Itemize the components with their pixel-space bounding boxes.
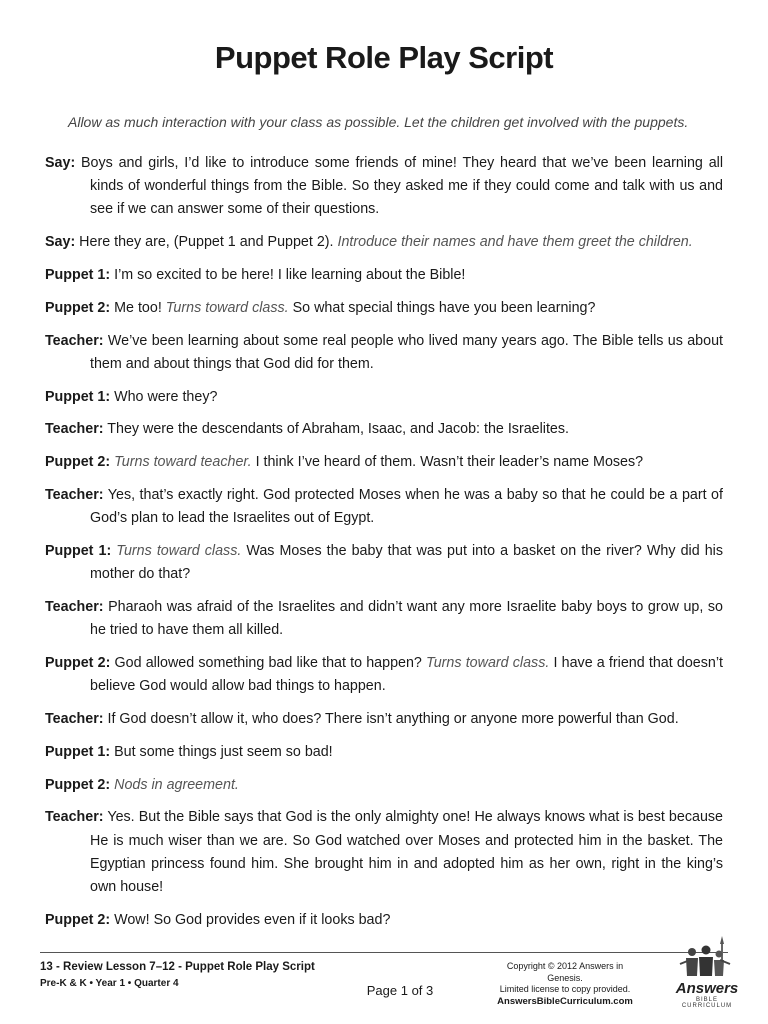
footer-url: AnswersBibleCurriculum.com bbox=[497, 995, 633, 1007]
script-line bbox=[45, 264, 723, 287]
speaker-label: Teacher: bbox=[45, 809, 104, 826]
stage-direction: Turns toward teacher. bbox=[114, 454, 252, 471]
dialogue-text: If God doesn’t allow it, who does? There isn’t anything or anyone more powerful than God. bbox=[103, 710, 679, 727]
dialogue-text: I have a friend that doesn’t believe God would allow bad things to happen. bbox=[90, 654, 723, 695]
script-line bbox=[45, 386, 723, 409]
script-line bbox=[45, 741, 723, 764]
script-line bbox=[45, 540, 723, 586]
script-line bbox=[45, 806, 723, 899]
script-line bbox=[45, 774, 723, 797]
script-line bbox=[45, 909, 723, 932]
footer-lesson-title: 13 - Review Lesson 7–12 - Puppet Role Play Script bbox=[40, 961, 315, 973]
dialogue-text: So what special things have you been learning? bbox=[288, 299, 596, 316]
stage-direction: Turns toward class. bbox=[116, 542, 242, 559]
footer-copyright-block bbox=[490, 961, 640, 1007]
script-line bbox=[45, 418, 723, 441]
dialogue-text: But some things just seem so bad! bbox=[110, 743, 333, 760]
script-line bbox=[45, 451, 723, 474]
script-line bbox=[45, 596, 723, 642]
stage-direction: Turns toward class. bbox=[165, 299, 289, 316]
page-title: Puppet Role Play Script bbox=[214, 40, 554, 75]
dialogue-text: Pharaoh was afraid of the Israelites and didn’t want any more Israelite baby boys to grow up, so he tried to have them all killed. bbox=[90, 598, 723, 639]
dialogue-text: We’ve been learning about some real people who lived many years ago. The Bible tells us about them and about things that God did for them. bbox=[90, 332, 723, 372]
dialogue-text: Who were they? bbox=[110, 388, 218, 405]
dialogue-text: Wow! So God provides even if it looks bad? bbox=[110, 911, 391, 928]
speaker-label: Puppet 2: bbox=[45, 911, 111, 928]
speaker-label: Puppet 1: bbox=[45, 267, 111, 283]
dialogue-text: Yes, that’s exactly right. God protected Moses when he was a baby so that he could be a part of God’s plan to lead the Israelites out of Egypt. bbox=[90, 486, 723, 527]
script-line bbox=[45, 708, 723, 731]
footer-page-number: Page 1 of 3 bbox=[366, 983, 434, 998]
script-line bbox=[45, 297, 723, 320]
stage-direction: Introduce their names and have them greet the children. bbox=[337, 234, 693, 251]
speaker-label: Puppet 1: bbox=[45, 542, 112, 559]
dialogue-text: Was Moses the baby that was put into a basket on the river? Why did his mother do that? bbox=[90, 542, 723, 583]
speaker-label: Say: bbox=[45, 155, 76, 171]
dialogue-text: Here they are, (Puppet 1 and Puppet 2). bbox=[75, 234, 338, 251]
script-line bbox=[45, 484, 723, 530]
stage-direction: Turns toward class. bbox=[426, 654, 550, 671]
speaker-label: Teacher: bbox=[45, 486, 104, 503]
dialogue-text: God allowed something bad like that to happen? bbox=[110, 654, 427, 671]
speaker-label: Puppet 2: bbox=[45, 654, 111, 671]
footer-copyright: Copyright © 2012 Answers in Genesis. bbox=[506, 961, 624, 983]
script-body bbox=[45, 152, 723, 942]
dialogue-text: Yes. But the Bible says that God is the only almighty one! He always knows what is best because He is much wiser than we are. So God watched over Moses and protected him in the basket. The Egyptian princess found him. She brought him in and adopted him as her own, right in the king’s own house! bbox=[90, 809, 723, 895]
dialogue-text: Boys and girls, I’d like to introduce some friends of mine! They heard that we’ve been learning all kinds of wonderful things from the Bible. So they asked me if they could come and talk with us and see if we can answer some of their questions. bbox=[75, 155, 723, 218]
stage-direction: Nods in agreement. bbox=[114, 776, 239, 793]
script-line bbox=[45, 231, 723, 254]
script-line bbox=[45, 330, 723, 376]
footer-grade-info: Pre-K & K • Year 1 • Quarter 4 bbox=[40, 978, 179, 989]
dialogue-text: Me too! bbox=[110, 299, 166, 316]
footer-divider bbox=[40, 952, 728, 953]
speaker-label: Teacher: bbox=[45, 598, 104, 615]
speaker-label: Puppet 2: bbox=[45, 454, 111, 471]
speaker-label: Puppet 1: bbox=[45, 743, 111, 760]
logo-subtitle: BIBLE CURRICULUM bbox=[681, 997, 733, 1009]
logo-wordmark: Answers bbox=[675, 980, 739, 997]
intro-instruction: Allow as much interaction with your class as possible. Let the children get involved with the puppets. bbox=[68, 114, 689, 130]
speaker-label: Teacher: bbox=[45, 421, 104, 438]
speaker-label: Say: bbox=[45, 234, 76, 251]
dialogue-text: I’m so excited to be here! I like learning about the Bible! bbox=[110, 267, 466, 283]
speaker-label: Teacher: bbox=[45, 332, 104, 349]
script-line bbox=[45, 652, 723, 698]
dialogue-text: I think I’ve heard of them. Wasn’t their leader’s name Moses? bbox=[251, 454, 644, 471]
speaker-label: Puppet 1: bbox=[45, 388, 111, 405]
footer-license: Limited license to copy provided. bbox=[499, 984, 631, 994]
speaker-label: Puppet 2: bbox=[45, 299, 111, 316]
speaker-label: Puppet 2: bbox=[45, 776, 111, 793]
script-line bbox=[45, 152, 723, 222]
speaker-label: Teacher: bbox=[45, 710, 104, 727]
dialogue-text: They were the descendants of Abraham, Isaac, and Jacob: the Israelites. bbox=[103, 421, 569, 438]
